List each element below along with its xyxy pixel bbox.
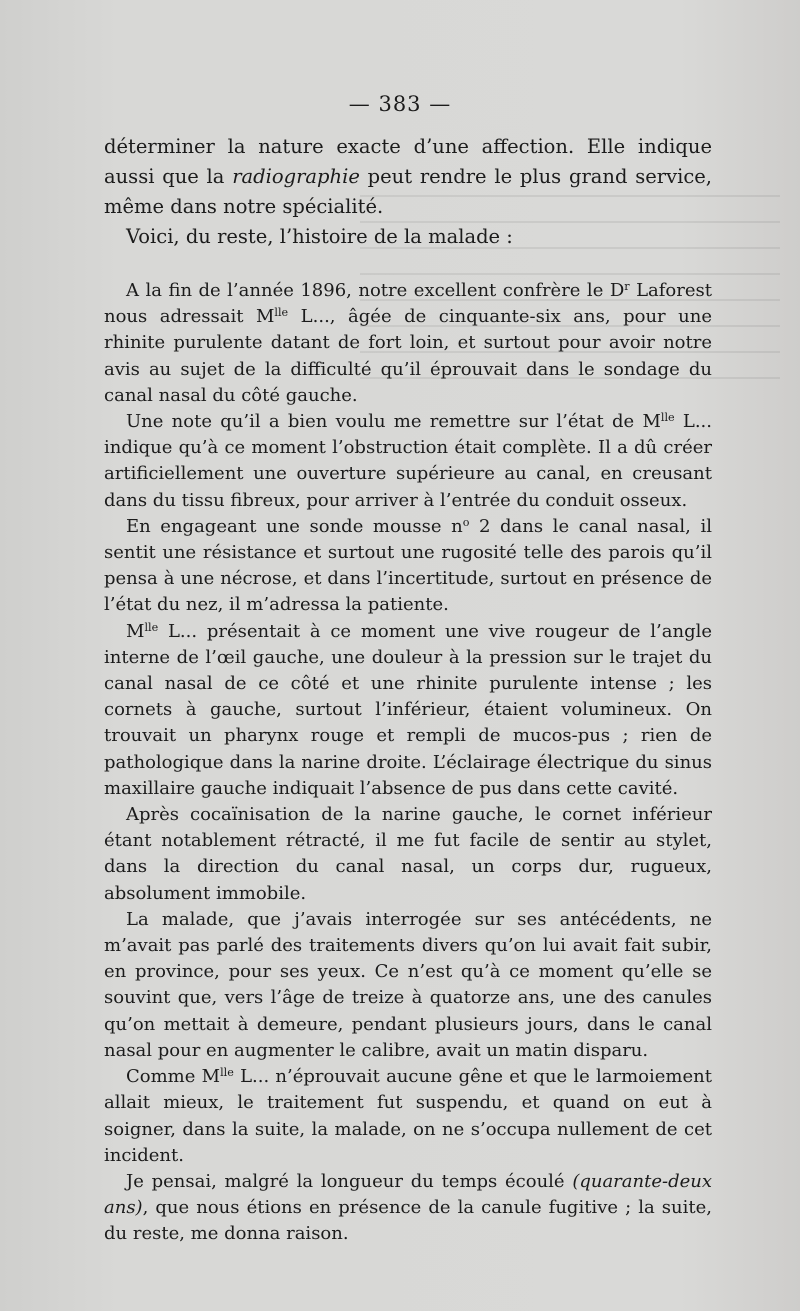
paragraph-6: $M^{lle}$ L... présentait à ce moment une vive rougeur de l’angle interne de l’œil gauche, une douleur à la pression sur le trajet du canal nasal de ce côté et une rhinite purulente intense ; les cornets à gauche, surtout l’inférieur, étaient volumineux. On trouvait un pharynx rouge et rempli de mucos-pus ; rien de pathologique dans la narine droite. L’éclairage électrique du sinus maxillaire gauche indiquait l’absence de pus dans cette cavité. — [104, 620, 712, 799]
paragraph-5: En engageant une sonde mousse $n^o$ 2 dans le canal nasal, il sentit une résistance et surtout une rugosité telle des parois qu’il pensa à une nécrose, et dans l’incertitude, surtout en présence de l’état du nez, il m’adressa la patiente. — [104, 515, 712, 616]
paragraph-10: Je pensai, malgré la longueur du temps écoulé (quarante-deux ans), que nous étions en présence de la canule fugitive ; la suite, du reste, me donna raison. — [104, 1170, 712, 1245]
paragraph-9: Comme $M^{lle}$ L... n’éprouvait aucune gêne et que le larmoiement allait mieux, le traitement fut suspendu, et quand on eut à soigner, dans la suite, la malade, on ne s’occupa nullement de cet incident. — [104, 1065, 712, 1166]
body-text — [104, 132, 712, 1248]
paragraph-3: A la fin de l’année 1896, notre excellent confrère le $D^r$ Laforest nous adressait $M^{lle}$ L..., âgée de cinquante-six ans, pour une rhinite purulente datant de fort loin, et surtout pour avoir notre avis au sujet de la difficulté qu’il éprouvait dans le sondage du canal nasal du côté gauche. — [104, 279, 712, 406]
paragraph-8: La malade, que j’avais interrogée sur ses antécédents, ne m’avait pas parlé des traitements divers qu’on lui avait fait subir, en province, pour ses yeux. Ce n’est qu’à ce moment qu’elle se souvint que, vers l’âge de treize à quatorze ans, une des canules qu’on mettait à demeure, pendant plusieurs jours, dans le canal nasal pour en augmenter le calibre, avait un matin disparu. — [104, 908, 712, 1061]
emphasis-radiographie: radiographie — [232, 165, 360, 188]
emphasis-duration: (quarante-deux ans) — [104, 1170, 712, 1219]
paragraph-2: Voici, du reste, l’histoire de la malade : — [126, 225, 513, 248]
paragraph-1: déterminer la nature exacte d’une affection. Elle indique aussi que la radiographie peut rendre le plus grand service, même dans notre spécialité. — [104, 135, 712, 218]
page-number: — 383 — — [348, 92, 452, 116]
paragraph-4: Une note qu’il a bien voulu me remettre sur l’état de $M^{lle}$ L... indique qu’à ce moment l’obstruction était complète. Il a dû créer artificiellement une ouverture supérieure au canal, en creusant dans du tissu fibreux, pour arriver à l’entrée du conduit osseux. — [104, 410, 712, 511]
paragraph-7: Après cocaïnisation de la narine gauche, le cornet inférieur étant notablement rétracté, il me fut facile de sentir au stylet, dans la direction du canal nasal, un corps dur, rugueux, absolument immobile. — [104, 804, 712, 904]
